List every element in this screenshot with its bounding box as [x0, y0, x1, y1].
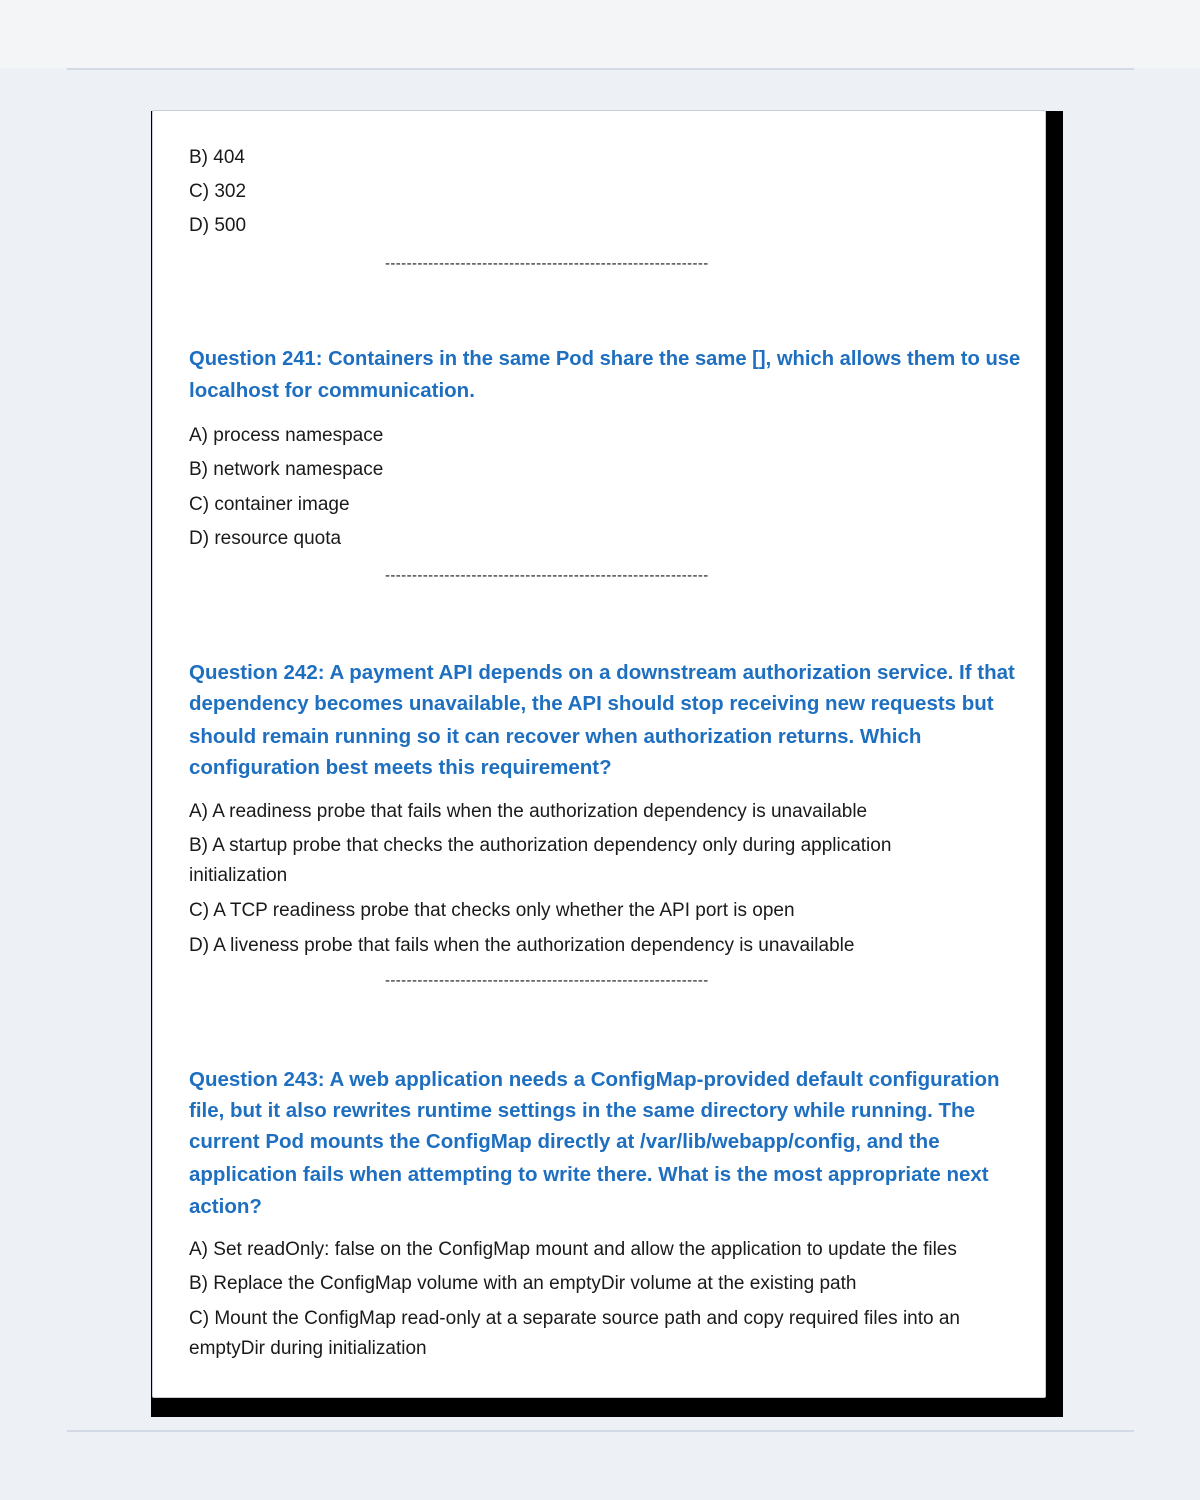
option-b-prev: B) 404	[189, 147, 245, 168]
question-243-title: Question 243: A web application needs a ConfigMap-provided default configuration	[189, 1068, 1000, 1091]
option-c-prev: C) 302	[189, 181, 247, 202]
question-243-title: application fails when attempting to write there. What is the most appropriate next	[189, 1163, 989, 1186]
bottom-divider	[67, 1430, 1134, 1432]
viewer-top-bar	[0, 0, 1200, 68]
separator: ------------------------------------------------------------	[385, 255, 709, 272]
question-241-title: localhost for communication.	[189, 379, 475, 402]
question-242-option-b: B) A startup probe that checks the authorization dependency only during application	[189, 835, 892, 856]
question-243-option-a: A) Set readOnly: false on the ConfigMap mount and allow the application to update the files	[189, 1239, 957, 1260]
separator: ------------------------------------------------------------	[385, 972, 709, 989]
top-divider	[67, 68, 1134, 70]
question-242-title: Question 242: A payment API depends on a downstream authorization service. If that	[189, 661, 1015, 684]
question-241-title: Question 241: Containers in the same Pod share the same [], which allows them to use	[189, 348, 1021, 370]
question-242-option-a: A) A readiness probe that fails when the authorization dependency is unavailable	[189, 801, 868, 822]
question-241-option-b: B) network namespace	[189, 459, 384, 480]
question-242-option-b-cont: initialization	[189, 865, 288, 886]
question-242-title: dependency becomes unavailable, the API should stop receiving new requests but	[189, 692, 994, 715]
document-page	[152, 110, 1046, 1398]
question-243-option-b: B) Replace the ConfigMap volume with an emptyDir volume at the existing path	[189, 1273, 857, 1294]
question-243-title: file, but it also rewrites runtime settings in the same directory while running. The	[189, 1099, 975, 1122]
question-242-option-d: D) A liveness probe that fails when the authorization dependency is unavailable	[189, 935, 855, 956]
question-243-option-c: C) Mount the ConfigMap read-only at a separate source path and copy required files into an	[189, 1308, 961, 1329]
question-242-option-c: C) A TCP readiness probe that checks only whether the API port is open	[189, 900, 795, 921]
option-d-prev: D) 500	[189, 215, 247, 236]
question-243-title: action?	[189, 1195, 262, 1218]
question-241-option-d: D) resource quota	[189, 528, 342, 549]
question-242-title: should remain running so it can recover when authorization returns. Which	[189, 725, 922, 748]
question-241-option-a: A) process namespace	[189, 425, 384, 446]
question-242-title: configuration best meets this requirement?	[189, 756, 612, 779]
question-243-title: current Pod mounts the ConfigMap directly at /var/lib/webapp/config, and the	[189, 1130, 940, 1153]
question-243-option-c-cont: emptyDir during initialization	[189, 1338, 427, 1359]
question-241-option-c: C) container image	[189, 494, 350, 515]
separator: ------------------------------------------------------------	[385, 567, 709, 584]
